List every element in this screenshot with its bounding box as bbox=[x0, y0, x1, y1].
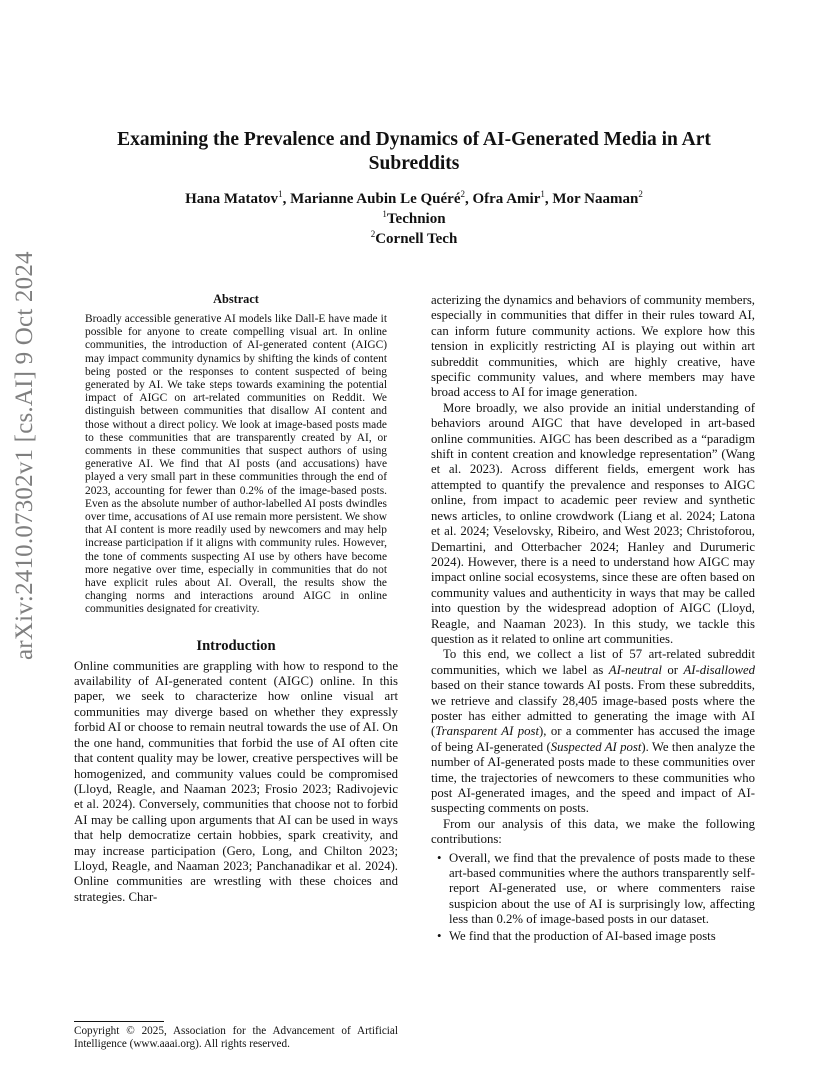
author-name: Hana Matatov bbox=[185, 191, 279, 207]
author-affiliation-mark: 1 bbox=[540, 189, 545, 199]
introduction-paragraph-1: Online communities are grappling with how to respond to the availability of AI-generated content (AIGC) online. In this paper, we seek to characterize how online visual art communities may diverge based on whether they expressly forbid AI or choose to remain neutral towards the use of AI. On the one hand, communities that forbid the use of AI often cite that content quality may be lower, creative perspectives will be homogenized, and community values could be compromised (Lloyd, Reagle, and Naaman 2023; Frosio 2023; Radivojevic et al. 2024). Conversely, communities that choose not to forbid AI may be calling upon arguments that AI can be used in ways that help democratize certain hobbies, spark creativity, and may increase participation (Gero, Long, and Chilton 2023; Lloyd, Reagle, and Naaman 2023; Panchanadikar et al. 2024). Online communities are wrestling with these choices and strategies. Char- bbox=[74, 658, 398, 904]
introduction-paragraph-2: More broadly, we also provide an initial understanding of behaviors around AIGC that have developed in art-based online communities. AIGC has been described as a “paradigm shift in content creation and knowledge representation” (Wang et al. 2023). Across different fields, emergent work has attempted to quantify the prevalence and responses to AIGC online, from impact to academic peer review and synthetic news articles, to online crowdwork (Liang et al. 2024; Latona et al. 2024; Veselovsky, Ribeiro, and West 2023; Christoforou, Demartini, and Otterbacher 2024; Hanley and Durumeric 2024). However, there is a need to understand how AIGC may impact online social ecosystems, since these are often based on community values and authenticity in ways that may be called into question by the widespread adoption of AIGC (Lloyd, Reagle, and Naaman 2023). In this study, we tackle this question as it related to online art communities. bbox=[431, 400, 755, 646]
introduction-paragraph-1-continued: acterizing the dynamics and behaviors of community members, especially in communities that differ in their rules toward AI, can inform future community actions. We explore how this tension in explicitly restricting AI is playing out within art subreddit communities, which are highly creative, have specific community values, and where members may have broad access to AI for image generation. bbox=[431, 293, 755, 400]
author-affiliation-mark: 2 bbox=[638, 189, 643, 199]
introduction-paragraph-3: To this end, we collect a list of 57 art-related subreddit communities, which we label as AI-neutral or AI-disallowed based on their stance towards AI posts. From these subreddits, we retrieve and classify 28,405 image-based posts where the poster has either admitted to generating the image with AI (Transparent AI post), or a commenter has accused the image of being AI-generated (Suspected AI post). We then analyze the number of AI-generated posts made to these communities over time, the trajectories of newcomers to these communities who post AI-generated images, and the speed and impact of AI-suspecting comments on posts. bbox=[431, 647, 755, 816]
author-name: Marianne Aubin Le Quéré bbox=[290, 191, 461, 207]
introduction-paragraph-4: From our analysis of this data, we make the following contributions: bbox=[431, 816, 755, 847]
author-list: Hana Matatov$^1$, Marianne Aubin Le Quéré$^2$, Ofra Amir$^1$, Mor Naaman$^2$ bbox=[185, 189, 643, 207]
paper-title: Examining the Prevalence and Dynamics of AI-Generated Media in Art Subreddits bbox=[117, 129, 711, 174]
author-affiliation-mark: 2 bbox=[460, 189, 465, 199]
contributions-list bbox=[431, 851, 755, 944]
author-affiliation-mark: 1 bbox=[278, 189, 283, 199]
affiliation: $^1$Technion bbox=[382, 209, 446, 227]
abstract-text: Broadly accessible generative AI models like Dall-E have made it possible for anyone to create compelling visual art. In online communities, the introduction of AI-generated content (AIGC) may impact community dynamics by shifting the kinds of content being posted or the responses to content suspected of being generated by AI. We take steps towards examining the potential impact of AIGC on art-related communities on Reddit. We distinguish between communities that disallow AI content and those without a direct policy. We look at image-based posts made to these communities that are transparently created by AI, or comments in these communities that suspect authors of using generative AI. We find that AI posts (and accusations) have played a very small part in these communities through the end of 2023, accounting for fewer than 0.2% of the image-based posts. Even as the absolute number of author-labelled AI posts dwindles over time, accusations of AI use remain more persistent. We show that AI content is more readily used by newcomers and may help increase participation if it aligns with community rules. However, the tone of comments suspecting AI use by others have become more negative over time, especially in communities that do not have explicit rules about AI. Overall, the results show the changing norms and interactions around AIGC in online communities designated for creativity. bbox=[85, 313, 387, 616]
introduction-heading: Introduction bbox=[196, 637, 276, 654]
abstract-heading: Abstract bbox=[213, 292, 259, 306]
list-item: • Overall, we find that the prevalence of posts made to these art-based communities where the authors transparently self-report AI-generated use, or where commenters raise suspicion about the use of AI is surprisingly low, affecting less than 0.2% of image-based posts in our dataset. bbox=[437, 850, 755, 927]
copyright-notice: Copyright © 2025, Association for the Advancement of Artificial Intelligence (www.aaai.org). All rights reserved. bbox=[74, 1024, 398, 1051]
left-column bbox=[74, 292, 398, 1052]
right-column bbox=[431, 293, 755, 945]
arxiv-identifier: arXiv:2410.07302v1 [cs.AI] 9 Oct 2024 bbox=[11, 251, 38, 660]
affiliation: $^2$Cornell Tech bbox=[370, 229, 458, 247]
author-name: Mor Naaman bbox=[552, 191, 639, 207]
author-name: Ofra Amir bbox=[472, 191, 541, 207]
bullet-icon: • bbox=[437, 850, 442, 865]
footnote-rule bbox=[74, 1021, 164, 1022]
bullet-icon: • bbox=[437, 928, 442, 943]
list-item: • We find that the production of AI-based image posts bbox=[437, 928, 716, 943]
